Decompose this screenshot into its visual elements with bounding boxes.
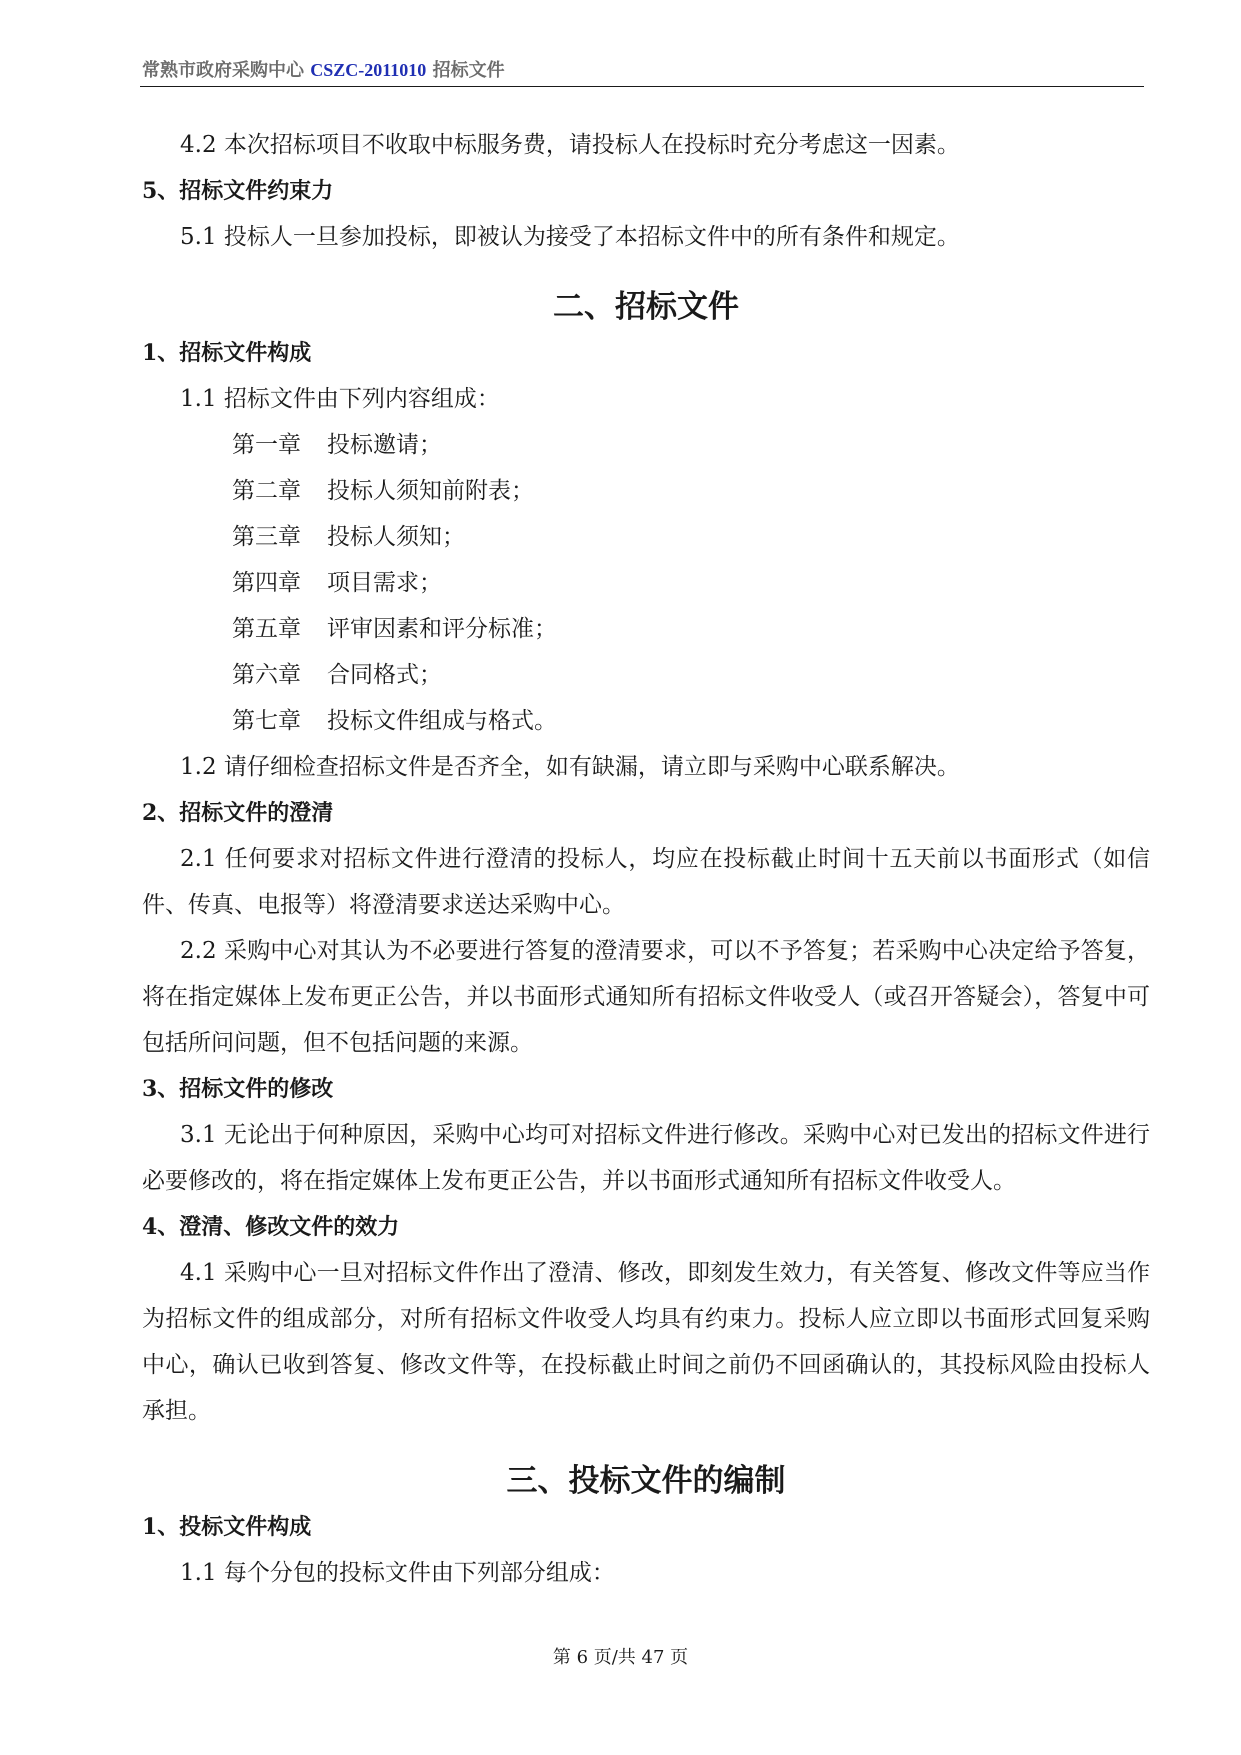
- chapter-list-item: [142, 606, 1150, 652]
- chapter-title: 投标邀请；: [327, 432, 442, 458]
- chapter-number: 第五章: [232, 616, 301, 642]
- section-gap: [142, 1434, 1150, 1458]
- chapter-number: 第二章: [232, 478, 301, 504]
- chapter-list-item: [142, 468, 1150, 514]
- page-number: 第 6 页/共 47 页: [552, 1647, 689, 1668]
- header-rule: [140, 86, 1144, 87]
- chapter-title: 评审因素和评分标准；: [327, 616, 557, 642]
- chapter-list-item: [142, 652, 1150, 698]
- chapter-number: 第七章: [232, 708, 301, 734]
- body-paragraph: 2.1 任何要求对招标文件进行澄清的投标人，均应在投标截止时间十五天前以书面形式（如信件、传真、电报等）将澄清要求送达采购中心。: [142, 846, 1150, 918]
- body-paragraph: 5.1 投标人一旦参加投标，即被认为接受了本招标文件中的所有条件和规定。: [180, 224, 960, 250]
- subsection-heading: 2、招标文件的澄清: [142, 800, 334, 826]
- chapter-number: 第六章: [232, 662, 301, 688]
- chapter-list-item: [142, 514, 1150, 560]
- chapter-title: 投标人须知；: [327, 524, 465, 550]
- subsection-heading: 4、澄清、修改文件的效力: [142, 1214, 400, 1240]
- chapter-number: 第一章: [232, 432, 301, 458]
- chapter-list-item: [142, 422, 1150, 468]
- chapter-title: 合同格式；: [327, 662, 442, 688]
- section-title: 三、投标文件的编制: [506, 1463, 786, 1499]
- header-org: 常熟市政府采购中心: [142, 60, 304, 81]
- body-paragraph: 1.1 每个分包的投标文件由下列部分组成：: [180, 1560, 615, 1586]
- section-title: 二、招标文件: [553, 289, 739, 325]
- chapter-number: 第四章: [232, 570, 301, 596]
- document-body: [142, 122, 1150, 1596]
- chapter-title: 项目需求；: [327, 570, 442, 596]
- running-header: [142, 56, 1144, 85]
- subsection-heading: 3、招标文件的修改: [142, 1076, 334, 1102]
- body-paragraph: 4.1 采购中心一旦对招标文件作出了澄清、修改，即刻发生效力，有关答复、修改文件等应当作为招标文件的组成部分，对所有招标文件收受人均具有约束力。投标人应立即以书面形式回复采购中心，确认已收到答复、修改文件等，在投标截止时间之前仍不回函确认的，其投标风险由投标人承担。: [142, 1260, 1150, 1424]
- body-paragraph: 1.1 招标文件由下列内容组成：: [180, 386, 500, 412]
- section-gap: [142, 260, 1150, 284]
- subsection-heading: 5、招标文件约束力: [142, 178, 334, 204]
- body-paragraph: 4.2 本次招标项目不收取中标服务费，请投标人在投标时充分考虑这一因素。: [180, 132, 960, 158]
- body-paragraph: 2.2 采购中心对其认为不必要进行答复的澄清要求，可以不予答复；若采购中心决定给予答复，将在指定媒体上发布更正公告，并以书面形式通知所有招标文件收受人（或召开答疑会），答复中可包括所问问题，但不包括问题的来源。: [142, 938, 1150, 1056]
- subsection-heading: 1、投标文件构成: [142, 1514, 312, 1540]
- chapter-title: 投标人须知前附表；: [327, 478, 534, 504]
- header-project-code: CSZC-2011010: [310, 60, 427, 80]
- body-paragraph: 3.1 无论出于何种原因，采购中心均可对招标文件进行修改。采购中心对已发出的招标文件进行必要修改的，将在指定媒体上发布更正公告，并以书面形式通知所有招标文件收受人。: [142, 1122, 1150, 1194]
- page-footer: [0, 1646, 1241, 1670]
- chapter-number: 第三章: [232, 524, 301, 550]
- body-paragraph: 1.2 请仔细检查招标文件是否齐全，如有缺漏，请立即与采购中心联系解决。: [180, 754, 960, 780]
- chapter-list-item: [142, 698, 1150, 744]
- chapter-title: 投标文件组成与格式。: [327, 708, 557, 734]
- header-doc-type: 招标文件: [432, 60, 505, 81]
- subsection-heading: 1、招标文件构成: [142, 340, 312, 366]
- chapter-list-item: [142, 560, 1150, 606]
